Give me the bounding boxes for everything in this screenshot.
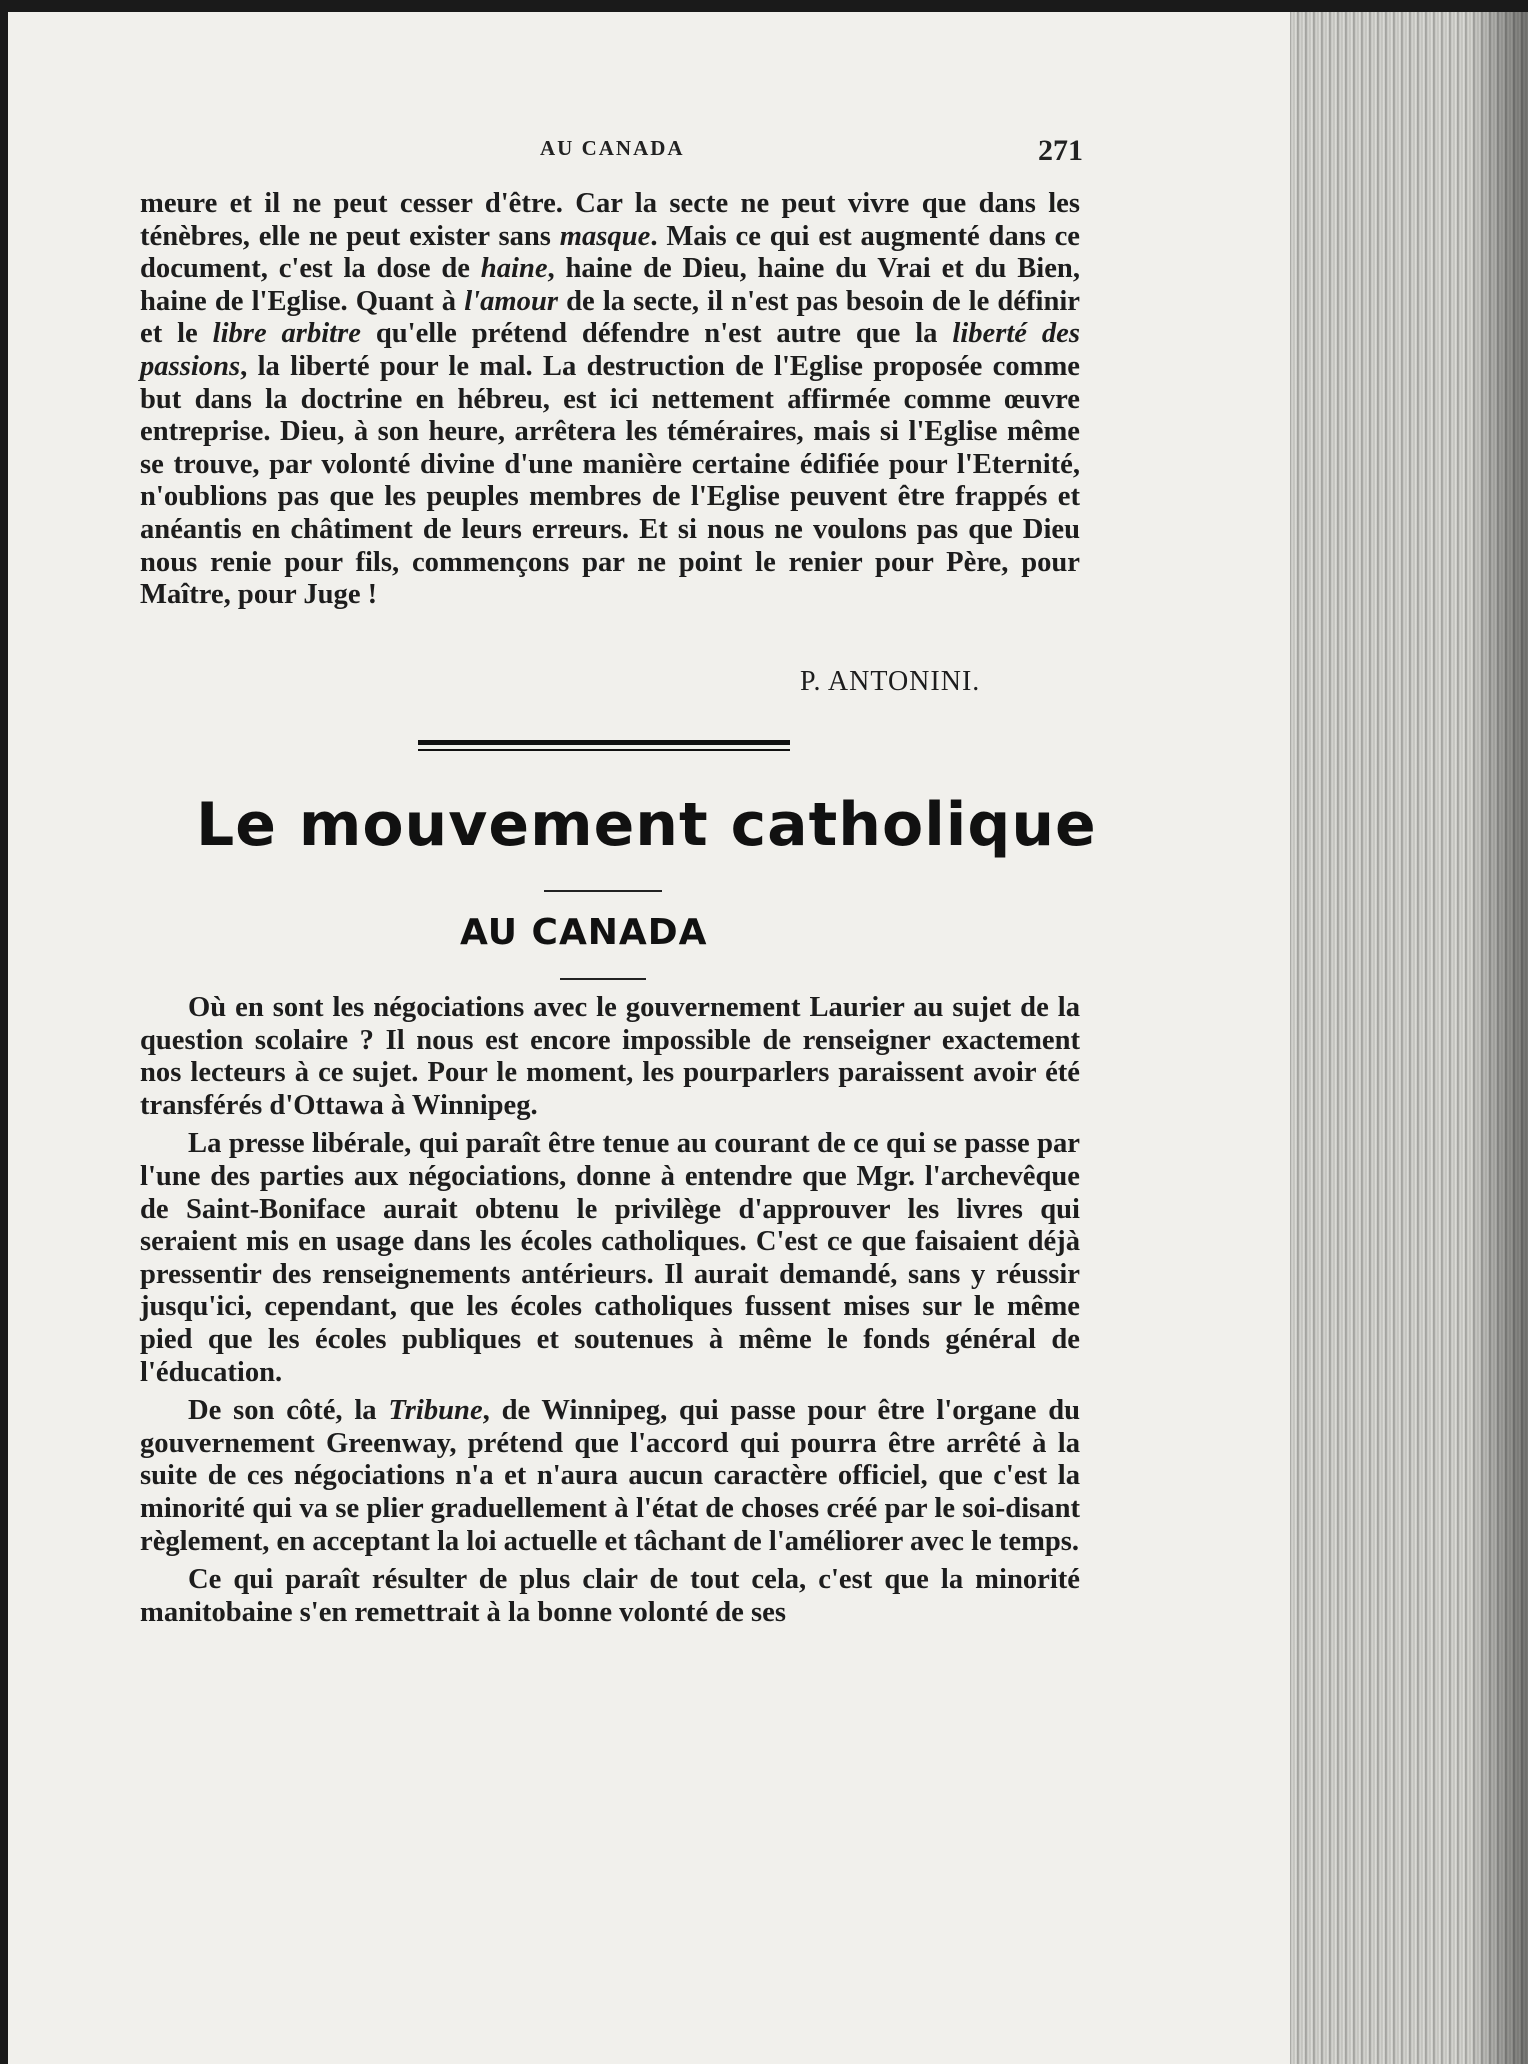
article-paragraph [140, 1395, 1080, 1558]
article-body [140, 992, 1080, 1629]
page-number: 271 [1038, 134, 1083, 167]
text-run: de la secte, il n'est pas besoin de le définir et le [140, 285, 1080, 350]
text-run: , de Winnipeg, qui passe pour être l'organe du gouvernement Greenway, prétend que l'accord qui pourra être arrêté à la suite de ces négociations n'a et n'aura aucun caractère officiel, que c'est la minorité qui va se plier graduellement à l'état de choses créé par le soi-disant règlement, en acceptant la loi actuelle et tâchant de l'améliorer avec le temps. [140, 1395, 1080, 1557]
article-paragraph: Où en sont les négociations avec le gouvernement Laurier au sujet de la question scolaire ? Il nous est encore impossible de renseigner exactement nos lecteurs à ce sujet. Pour le moment, les pourparlers paraissent avoir été transférés d'Ottawa à Winnipeg. [140, 992, 1080, 1121]
italic-run: l'amour [464, 285, 558, 317]
article-paragraph: La presse libérale, qui paraît être tenue au courant de ce qui se passe par l'une des parties aux négociations, donne à entendre que Mgr. l'archevêque de Saint-Boniface aurait obtenu le privilège d'approuver les livres qui seraient mis en usage dans les écoles catholiques. C'est ce que faisaient déjà pressentir des renseignements antérieurs. Il aurait demandé, sans y réussir jusqu'ici, cependant, que les écoles catholiques fussent mises sur le même pied que les écoles publiques et soutenues à même le fonds général de l'éducation. [140, 1128, 1080, 1388]
italic-run: libre arbitre [212, 318, 361, 350]
signature: P. ANTONINI. [800, 666, 981, 697]
article-subtitle: AU CANADA [460, 912, 708, 953]
text-run: , la liberté pour le mal. La destruction de l'Eglise proposée comme but dans la doctrine en hébreu, est ici nettement affirmée comme œuvre entreprise. Dieu, à son heure, arrêtera les téméraires, mais si l'Eglise même se trouve, par volonté divine d'une manière certaine édifiée pour l'Eternité, n'oublions pas que les peuples membres de l'Eglise peuvent être frappés et anéantis en châtiment de leurs erreurs. Et si nous ne voulons pas que Dieu nous renie pour fils, commençons par ne point le renier pour Père, pour Maître, pour Juge ! [140, 350, 1080, 611]
italic-run: liberté des passions [140, 318, 1080, 382]
italic-run: haine [480, 253, 548, 285]
italic-run: masque [559, 220, 651, 252]
text-run: meure et il ne peut cesser d'être. Car la secte ne peut vivre que dans les ténèbres, elle ne peut exister sans [140, 188, 1080, 252]
article-title: Le mouvement catholique [196, 790, 1097, 860]
text-run: De son côté, la [188, 1395, 389, 1427]
text-run: , haine de Dieu, haine du Vrai et du Bien, haine de l'Eglise. Quant à [140, 253, 1080, 317]
section-divider [418, 740, 790, 754]
text-run: . Mais ce qui est augmenté dans ce document, c'est la dose de [140, 220, 1080, 285]
subtitle-rule [560, 978, 646, 980]
page-edges [1290, 12, 1528, 2064]
article-paragraph: Ce qui paraît résulter de plus clair de tout cela, c'est que la minorité manitobaine s'en remettrait à la bonne volonté de ses [140, 1564, 1080, 1628]
text-run: qu'elle prétend défendre n'est autre que la [360, 318, 953, 350]
italic-run: Tribune [388, 1395, 483, 1427]
continuation-paragraph [140, 188, 1080, 612]
running-head: AU CANADA [540, 136, 685, 160]
continuation-text [140, 188, 1080, 612]
title-rule [544, 890, 662, 892]
